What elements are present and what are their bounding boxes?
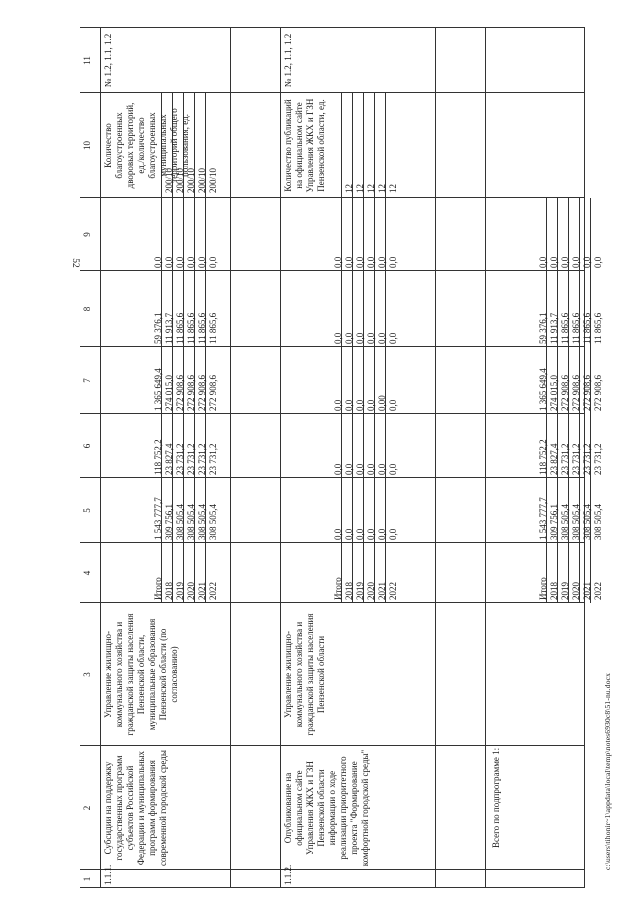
cell-federal: 0,0 <box>344 463 354 475</box>
cell-total: 0,0 <box>377 528 387 540</box>
cell-local: 11 865,6 <box>571 312 581 344</box>
cell-federal: 118 752,2 <box>153 439 163 475</box>
cell-federal: 23 827,4 <box>164 443 174 475</box>
cell-year: 2021 <box>582 582 592 600</box>
cell-local: 0,0 <box>333 332 343 344</box>
cell-local: 11 865,6 <box>208 312 218 344</box>
cell-other: 0,0 <box>175 256 185 268</box>
column-line <box>80 542 585 543</box>
cell-year: 2020 <box>186 582 196 600</box>
column-number-7: 7 <box>82 378 92 383</box>
cell-other: 0,0 <box>164 256 174 268</box>
cell-other: 0,0 <box>571 256 581 268</box>
row-number: 1.1.2. <box>283 864 293 885</box>
cell-total: 0,0 <box>366 528 376 540</box>
cell-federal: 23 731,2 <box>582 443 592 475</box>
cell-other: 0,0 <box>366 256 376 268</box>
cell-year: 2021 <box>197 582 207 600</box>
row-separator <box>230 28 231 888</box>
cell-year: 2019 <box>355 582 365 600</box>
cell-regional: 272 908,6 <box>175 375 185 411</box>
cell-local: 11 865,6 <box>582 312 592 344</box>
row-separator <box>435 28 436 888</box>
row-number: 1.1.1. <box>103 864 113 885</box>
column-number-10: 10 <box>82 141 92 150</box>
cell-indicator-value: 12 <box>344 184 354 193</box>
cell-total: 308 505,4 <box>560 504 570 540</box>
cell-local: 0,0 <box>388 332 398 344</box>
cell-regional: 272 908,6 <box>186 375 196 411</box>
cell-local: 11 913,7 <box>549 312 559 344</box>
year-row-line <box>352 93 353 603</box>
year-row-line <box>341 93 342 603</box>
cell-local: 11 865,6 <box>560 312 570 344</box>
column-line <box>80 745 585 746</box>
cell-federal: 0,0 <box>388 463 398 475</box>
page-number: 52 <box>69 258 80 268</box>
year-row-line <box>374 93 375 603</box>
cell-year: 2018 <box>549 582 559 600</box>
cell-regional: 272 908,6 <box>571 375 581 411</box>
cell-regional: 272 908,6 <box>197 375 207 411</box>
column-line <box>80 869 585 870</box>
cell-regional: 1 365 649,4 <box>538 368 548 411</box>
cell-other: 0,0 <box>333 256 343 268</box>
cell-federal: 23 731,2 <box>593 443 603 475</box>
cell-regional: 0,0 <box>355 399 365 411</box>
cell-total: 308 505,4 <box>593 504 603 540</box>
cell-other: 0,0 <box>208 256 218 268</box>
cell-total: 308 505,4 <box>582 504 592 540</box>
cell-regional: 0,0 <box>333 399 343 411</box>
column-line <box>80 413 585 414</box>
cell-regional: 274 015,0 <box>549 375 559 411</box>
program-table <box>80 28 603 888</box>
cell-other: 0,0 <box>355 256 365 268</box>
column-number-11: 11 <box>82 56 92 65</box>
cell-other: 0,0 <box>538 256 548 268</box>
column-line <box>80 92 585 93</box>
cell-indicator-value: 12 <box>388 184 398 193</box>
column-number-3: 3 <box>82 672 92 677</box>
cell-year: 2022 <box>593 582 603 600</box>
cell-federal: 23 731,2 <box>571 443 581 475</box>
cell-total: 308 505,4 <box>197 504 207 540</box>
cell-total: 0,0 <box>344 528 354 540</box>
cell-year: 2021 <box>377 582 387 600</box>
cell-federal: 0,0 <box>377 463 387 475</box>
cell-year: Итого <box>153 577 163 600</box>
column-number-9: 9 <box>82 232 92 237</box>
cell-other: 0,0 <box>197 256 207 268</box>
indicator-name: Количество благоустроенных дворовых территорий, ед./количество благоустроенных муниципальных территорий общего пользования, ед. <box>103 102 190 189</box>
cell-federal: 23 731,2 <box>197 443 207 475</box>
column-number-1: 1 <box>82 876 92 882</box>
column-number-6: 6 <box>82 443 92 449</box>
cell-year: Итого <box>538 577 548 600</box>
cell-other: 0,0 <box>186 256 196 268</box>
measure-name: Субсидии на поддержку государственных программ субъектов Российской Федерации и муниципальных программ формирования современной городской среды <box>103 750 168 866</box>
cell-year: 2022 <box>388 582 398 600</box>
cell-total: 308 505,4 <box>208 504 218 540</box>
cell-local: 59 376,1 <box>538 312 548 344</box>
row-separator <box>100 28 101 888</box>
cell-indicator-value: 12 <box>366 184 376 193</box>
cell-regional: 272 908,6 <box>582 375 592 411</box>
column-number-8: 8 <box>82 306 92 312</box>
cell-other: 0,0 <box>582 256 592 268</box>
column-line <box>80 270 585 271</box>
cell-federal: 0,0 <box>355 463 365 475</box>
cell-year: Итого <box>333 577 343 600</box>
cell-year: 2019 <box>175 582 185 600</box>
cell-local: 0,0 <box>355 332 365 344</box>
column-line <box>80 602 585 603</box>
column-number-2: 2 <box>82 805 92 811</box>
cell-total: 309 756,1 <box>164 504 174 540</box>
cell-other: 0,0 <box>377 256 387 268</box>
cell-federal: 0,0 <box>333 463 343 475</box>
cell-local: 11 865,6 <box>175 312 185 344</box>
cell-regional: 272 908,6 <box>560 375 570 411</box>
cell-year: 2020 <box>366 582 376 600</box>
cell-year: 2018 <box>164 582 174 600</box>
cell-other: 0,0 <box>153 256 163 268</box>
year-row-line <box>363 93 364 603</box>
column-number-5: 5 <box>82 508 92 513</box>
year-row-line <box>385 93 386 603</box>
cell-federal: 23 731,2 <box>560 443 570 475</box>
cell-year: 2018 <box>344 582 354 600</box>
cell-other: 0,0 <box>560 256 570 268</box>
cell-federal: 23 731,2 <box>208 443 218 475</box>
cell-other: 0,0 <box>593 256 603 268</box>
cell-federal: 23 827,4 <box>549 443 559 475</box>
link-to-indicators: № 1.2, 1.1, 1.2 <box>103 33 113 88</box>
cell-federal: 118 752,2 <box>538 439 548 475</box>
measure-name: Опубликование на официальном сайте Управления ЖКХ и ГЗН Пензенской области информации о ходе реализации приоритетного проекта "Формирование комфортной городской среды" <box>283 749 370 867</box>
executor: Управление жилищно-коммунального хозяйства и гражданской защиты населения Пензенской области, муниципальные образования Пензенской области (по согласованию) <box>103 613 179 736</box>
cell-regional: 0,0 <box>344 399 354 411</box>
cell-local: 0,0 <box>366 332 376 344</box>
subprogram-total-label: Всего по подпрограмме 1: <box>491 747 501 848</box>
cell-indicator-value: 12 <box>355 184 365 193</box>
cell-indicator-value: 200/10 <box>197 167 207 193</box>
cell-local: 11 865,6 <box>186 312 196 344</box>
cell-regional: 274 015,0 <box>164 375 174 411</box>
cell-other: 0,0 <box>344 256 354 268</box>
cell-year: 2022 <box>208 582 218 600</box>
cell-indicator-value: 200/10 <box>208 167 218 193</box>
column-line <box>80 27 585 28</box>
cell-federal: 23 731,2 <box>186 443 196 475</box>
cell-regional: 272 908,6 <box>593 375 603 411</box>
cell-indicator-value: 12 <box>377 184 387 193</box>
cell-total: 1 543 777,7 <box>538 497 548 540</box>
cell-total: 0,0 <box>333 528 343 540</box>
cell-regional: 1 365 649,4 <box>153 368 163 411</box>
column-line <box>80 477 585 478</box>
cell-total: 308 505,4 <box>571 504 581 540</box>
cell-regional: 0,0 <box>388 399 398 411</box>
executor: Управление жилищно-коммунального хозяйства и гражданской защиты населения Пензенской области <box>283 613 326 736</box>
indicator-name: Количество публикаций на официальном сайте Управления ЖКХ и ГЗН Пензенской области, ед. <box>283 98 326 193</box>
cell-indicator-value: 200/10 <box>164 167 174 193</box>
cell-local: 11 913,7 <box>164 312 174 344</box>
cell-year: 2019 <box>560 582 570 600</box>
cell-local: 0,0 <box>344 332 354 344</box>
cell-local: 0,0 <box>377 332 387 344</box>
cell-other: 0,0 <box>388 256 398 268</box>
cell-regional: 0,0 <box>366 399 376 411</box>
link-to-indicators: № 1.2, 1.1, 1.2 <box>283 33 293 88</box>
rotated-table <box>80 28 603 888</box>
cell-local: 11 865,6 <box>197 312 207 344</box>
cell-federal: 23 731,2 <box>175 443 185 475</box>
column-line <box>80 197 585 198</box>
cell-indicator-value: 200/10 <box>175 167 185 193</box>
cell-total: 0,0 <box>355 528 365 540</box>
column-line <box>80 887 585 888</box>
cell-local: 59 376,1 <box>153 312 163 344</box>
cell-total: 1 543 777,7 <box>153 497 163 540</box>
column-line <box>80 346 585 347</box>
cell-local: 11 865,6 <box>593 312 603 344</box>
row-separator <box>485 28 486 888</box>
cell-other: 0,0 <box>549 256 559 268</box>
cell-regional: 0,00 <box>377 395 387 411</box>
document-path: c:\users\tihonir~1\appdata\local\temp\notes6930c8\51-nu.docx <box>603 673 612 870</box>
cell-total: 308 505,4 <box>186 504 196 540</box>
cell-year: 2020 <box>571 582 581 600</box>
column-number-4: 4 <box>82 570 92 576</box>
cell-indicator-value: 200/10 <box>186 167 196 193</box>
cell-total: 308 505,4 <box>175 504 185 540</box>
cell-federal: 0,0 <box>366 463 376 475</box>
row-separator <box>280 28 281 888</box>
cell-regional: 272 908,6 <box>208 375 218 411</box>
cell-total: 0,0 <box>388 528 398 540</box>
cell-total: 309 756,1 <box>549 504 559 540</box>
